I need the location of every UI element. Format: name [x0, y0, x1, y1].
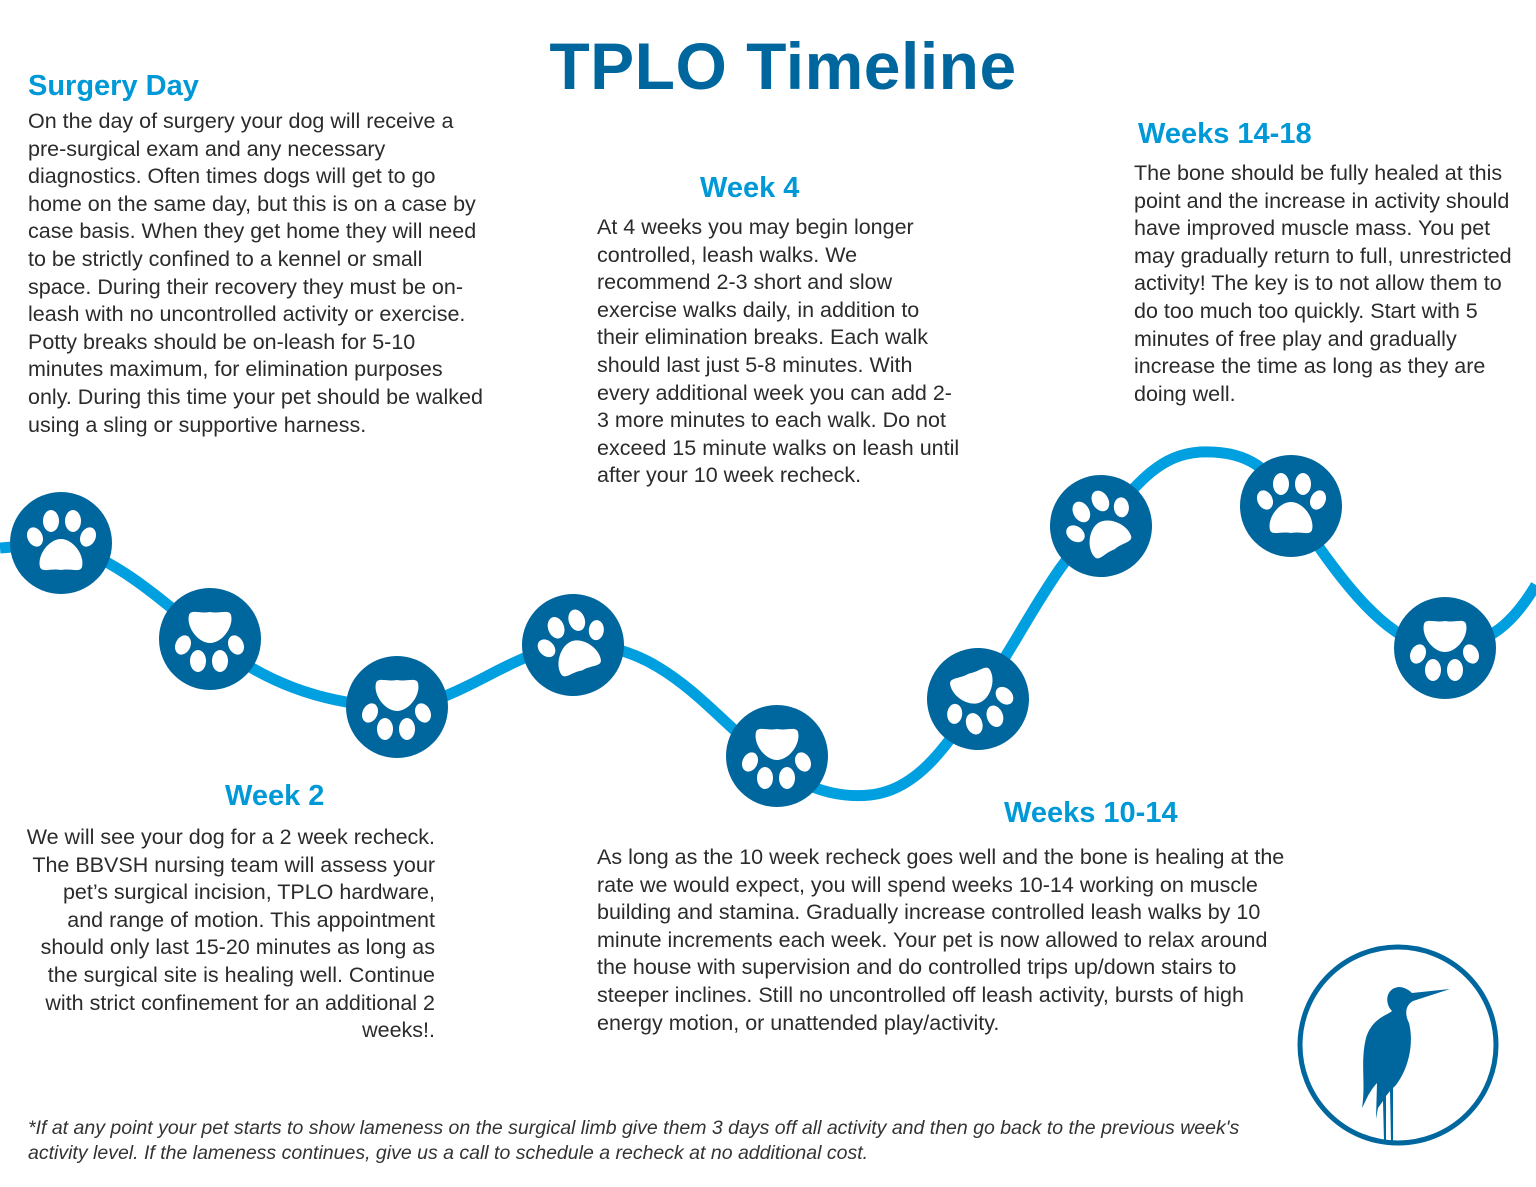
paw-print-icon	[726, 705, 828, 807]
paw-print-icon	[508, 580, 639, 711]
footnote: *If at any point your pet starts to show lameness on the surgical limb give them 3 days off all activity and then go back to the previous week's activity level. If the lameness continues, give us a call to schedule a recheck at no additional cost.	[28, 1117, 1240, 1164]
paw-print-icon	[913, 634, 1044, 765]
weeks-10-14-text: As long as the 10 week recheck goes well and the bone is healing at the rate we would expect, you will spend weeks 10-14 working on muscle building and stamina. Gradually increase controlled leash walks by 10 minute increments each week. Your pet is now allowed to relax around the house with supervision and do controlled trips up/down stairs to steeper inclines. Still no uncontrolled off leash activity, bursts of high energy motion, or unattended play/activity.	[597, 845, 1285, 1035]
paw-print-icon	[1240, 455, 1342, 557]
surgery-day-text: On the day of surgery your dog will receive a pre-surgical exam and any necessary diagnostics. Often times dogs will get to go home on the same day, but this is on a case by case basis. When they get home they will need to be strictly confined to a kennel or small space. During their recovery they must be on-leash with no uncontrolled activity or exercise. Potty breaks should be on-leash for 5-10 minutes maximum, for elimination purposes only. During this time your pet should be walked using a sling or supportive harness.	[28, 109, 483, 437]
heron-logo-icon	[1296, 943, 1500, 1147]
week-4-text: At 4 weeks you may begin longer controlled, leash walks. We recommend 2-3 short and slow exercise walks daily, in addition to their elimination breaks. Each walk should last just 5-8 minutes. With every additional week you can add 2-3 more minutes to each walk. Do not exceed 15 minute walks on leash until after your 10 week recheck.	[597, 215, 960, 488]
weeks-10-14-heading: Weeks 10-14	[1004, 797, 1178, 829]
week-2-heading: Week 2	[225, 780, 325, 812]
paw-print-icon	[10, 492, 112, 594]
page-title: TPLO Timeline	[549, 29, 1017, 103]
weeks-14-18-heading: Weeks 14-18	[1138, 118, 1312, 150]
week-2-text: We will see your dog for a 2 week recheck. The BBVSH nursing team will assess your pet’s surgical incision, TPLO hardware, and range of motion. This appointment should only last 15-20 minutes as long as the surgical site is healing well. Continue with strict confinement for an additional 2 weeks!.	[26, 825, 435, 1043]
week-4-heading: Week 4	[700, 172, 800, 204]
paw-print-icon	[346, 656, 448, 758]
weeks-14-18-text: The bone should be fully healed at this point and the increase in activity should have improved muscle mass. You pet may gradually return to full, unrestricted activity! The key is to not allow them to do too much too quickly. Start with 5 minutes of free play and gradually increase the time as long as they are doing well.	[1134, 161, 1512, 406]
paw-print-icon	[1394, 597, 1496, 699]
paw-print-icon	[159, 588, 261, 690]
surgery-day-heading: Surgery Day	[28, 70, 199, 102]
